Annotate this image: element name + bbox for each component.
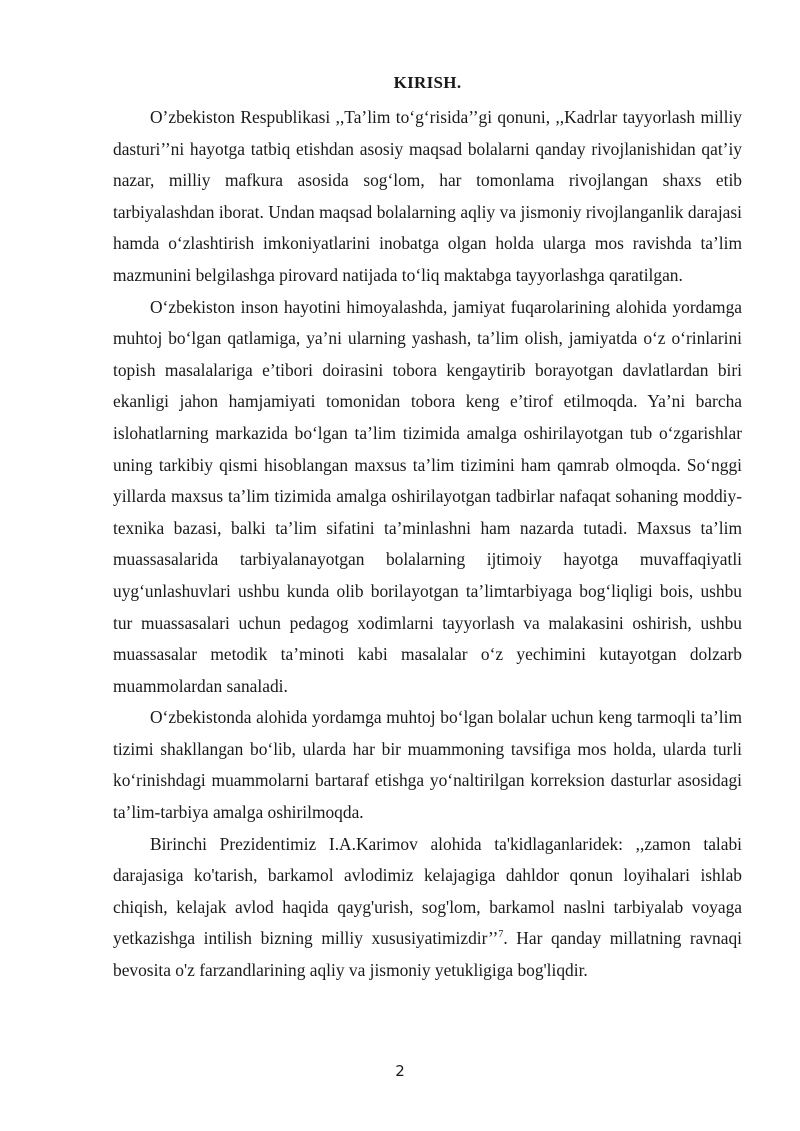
paragraph-4 — [113, 829, 742, 987]
page-number: 2 — [395, 1062, 405, 1080]
footnote-marker[interactable]: 7 — [498, 929, 504, 941]
paragraph-2: O‘zbekiston inson hayotini himoyalashda, jamiyat fuqarolarining alohida yordamga muhtoj bo‘lgan qatlamiga, ya’ni ularning yashash, ta’lim olish, jamiyatda o‘z o‘rinlarini topish masalalariga e’tibori doirasini tobora kengaytirib borayotgan davlatlardan biri ekanligi jahon hamjamiyati tomonidan tobora keng e’tirof etilmoqda. Ya’ni barcha islohatlarning markazida bo‘lgan ta’lim tizimida amalga oshirilayotgan tub o‘zgarishlar uning tarkibiy qismi hisoblangan maxsus ta’lim tizimini ham qamrab olmoqda. So‘nggi yillarda maxsus ta’lim tizimida amalga oshirilayotgan tadbirlar nafaqat sohaning moddiy-texnika bazasi, balki ta’lim sifatini ta’minlashni ham nazarda tutadi. Maxsus ta’lim muassasalarida tarbiyalanayotgan bolalarning ijtimoiy hayotga muvaffaqiyatli uyg‘unlashuvlari ushbu kunda olib borilayotgan ta’limtarbiyaga bog‘liqligi bois, ushbu tur muassasalari uchun pedagog xodimlarni tayyorlash va malakasini oshirish, ushbu muassasalar metodik ta’minoti kabi masalalar o‘z yechimini kutayotgan dolzarb muammolardan sanaladi. — [113, 296, 742, 696]
paragraph-4-rest: . Har qanday millatning ravnaqi bevosita o'z farzandlarining aqliy va jismoniy yetukligiga bog'liqdir. — [113, 928, 742, 981]
paragraph-1: O’zbekiston Respublikasi ,,Ta’lim to‘g‘risida’’gi qonuni, ,,Kadrlar tayyorlash milliy dasturi’’ni hayotga tatbiq etishdan asosiy maqsad bolalarni qanday rivojlanishidan qat’iy nazar, milliy mafkura asosida sog‘lom, har tomonlama rivojlangan shaxs etib tarbiyalashdan iborat. Undan maqsad bolalarning aqliy va jismoniy rivojlanganlik darajasi hamda o‘zlashtirish imkoniyatlarini inobatga olgan holda ularga mos ravishda ta’lim mazmunini belgilashga pirovard natijada to‘liq maktabga tayyorlashga qaratilgan. — [113, 107, 742, 285]
paragraph-4-quote: Birinchi Prezidentimiz I.A.Karimov alohida ta'kidlaganlaridek: ,,zamon talabi darajasiga ko'tarish, barkamol avlodimiz kelajagiga dahldor qonun loyihalari ishlab chiqish, kelajak avlod haqida qayg'urish, sog'lom, barkamol naslni tarbiyalab voyaga yetkazishga intilish bizning milliy xususiyatimizdir’’ — [113, 833, 742, 949]
paragraph-3: O‘zbekistonda alohida yordamga muhtoj bo‘lgan bolalar uchun keng tarmoqli ta’lim tizimi shakllangan bo‘lib, ularda har bir muammoning tavsifiga mos holda, ularda turli ko‘rinishdagi muammolarni bartaraf etishga yo‘naltirilgan korreksion dasturlar asosidagi ta’lim-tarbiya amalga oshirilmoqda. — [113, 707, 742, 823]
document-page — [113, 72, 742, 987]
document-title: KIRISH. — [393, 73, 462, 92]
